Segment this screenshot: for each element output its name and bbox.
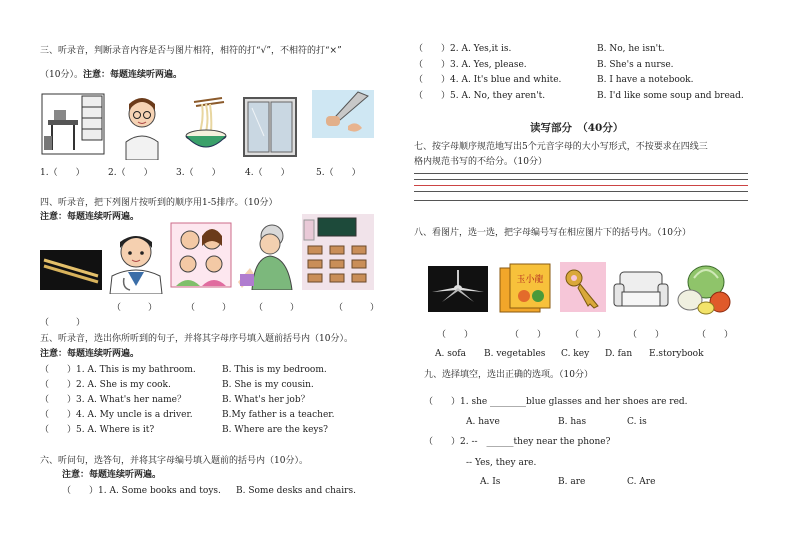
sec5-item-4: （ ）4. A. My uncle is a driver. xyxy=(40,410,193,420)
sec5-note: 注意：每题连续听两遍。 xyxy=(40,349,140,359)
writing-section-header: 读写部分 （40分） xyxy=(530,122,624,134)
sec6-item-5-b: B. I'd like some soup and bread. xyxy=(597,91,744,101)
sec8-option-a: A. sofa xyxy=(435,349,466,359)
sec5-item-2-b: B. She is my cousin. xyxy=(222,380,314,390)
sec8-blank-5: （ ） xyxy=(697,330,734,340)
family-picture xyxy=(170,222,232,288)
sec5-item-4-b: B.My father is a teacher. xyxy=(222,410,335,420)
sec5-item-5: （ ）5. A. Where is it? xyxy=(40,425,155,435)
sec8-option-c: C. key xyxy=(561,349,590,359)
doctor-picture xyxy=(104,226,168,294)
sec5-item-2: （ ）2. A. She is my cook. xyxy=(40,380,171,390)
sec4-blank-1: （ ） xyxy=(112,303,158,313)
sec9-q1: （ ）1. she ________blue glasses and her shoes are red. xyxy=(424,397,688,407)
sec4-note: 注意：每题连续听两遍。 xyxy=(40,212,140,222)
four-line-grid-4 xyxy=(414,191,748,192)
sec4-blank-4: （ ） xyxy=(334,303,380,313)
sec5-item-5-b: B. Where are the keys? xyxy=(222,425,328,435)
storybook-picture xyxy=(498,262,552,314)
sec3-label-4: 4.（ ） xyxy=(245,168,290,178)
sec8-option-e: E.storybook xyxy=(649,349,704,359)
sec8-option-d: D. fan xyxy=(605,349,633,359)
sec6-item-5: （ ）5. A. No, they aren't. xyxy=(414,91,546,101)
storybook-title: 玉小龍 xyxy=(516,275,544,285)
sec9-q1-opt-c: C. is xyxy=(627,417,647,427)
sec6-item-1-b: B. Some desks and chairs. xyxy=(236,486,356,496)
sec5-title: 五、听录音，选出你所听到的句子，并将其字母序号填入题前括号内（10分）。 xyxy=(40,334,353,344)
sec6-title: 六、听问句，选答句，并将其字母编号填入题前的括号内（10分）。 xyxy=(40,456,308,466)
sec3-title: 三、听录音，判断录音内容是否与图片相符，相符的打“√”，不相符的打“×” xyxy=(40,46,342,56)
vegetables-picture xyxy=(676,258,736,316)
sec8-option-b: B. vegetables xyxy=(484,349,546,359)
sofa-picture xyxy=(612,268,670,312)
sec6-item-4-b: B. I have a notebook. xyxy=(597,75,694,85)
sec4-blank-3: （ ） xyxy=(254,303,300,313)
sec8-title: 八、看图片，选一选，把字母编号写在相应图片下的括号内。（10分） xyxy=(414,228,691,238)
sec5-item-3: （ ）3. A. What's her name？ xyxy=(40,395,186,405)
sec9-q2-reply: -- Yes, they are. xyxy=(466,458,537,468)
four-line-grid-2 xyxy=(414,179,748,180)
sec6-item-1: （ ）1. A. Some books and toys. xyxy=(62,486,221,496)
sec8-blank-1: （ ） xyxy=(437,330,474,340)
sec9-title: 九、选择填空，选出正确的选项。（10分） xyxy=(424,370,593,380)
sec3-label-3: 3.（ ） xyxy=(176,168,221,178)
sec9-q1-opt-a: A. have xyxy=(466,417,500,427)
classroom-picture xyxy=(302,214,374,290)
study-room-picture xyxy=(40,92,106,156)
sec8-blank-2: （ ） xyxy=(510,330,547,340)
sec5-item-1: （ ）1. A. This is my bathroom. xyxy=(40,365,196,375)
sec9-q2-opt-a: A. Is xyxy=(480,477,501,487)
sec3-label-2: 2.（ ） xyxy=(108,168,153,178)
sec3-score-note xyxy=(40,70,182,81)
sec4-blank-5: （ ） xyxy=(40,318,86,328)
sec7-title: 七、按字母顺序规范地写出5个元音字母的大小写形式，不按要求在四线三 xyxy=(414,142,708,152)
sec4-blank-2: （ ） xyxy=(186,303,232,313)
grandma-picture xyxy=(236,218,300,290)
sec8-blank-3: （ ） xyxy=(570,330,607,340)
sec6-note: 注意：每题连续听两遍。 xyxy=(62,470,162,480)
key-picture xyxy=(560,262,606,312)
sec9-q1-opt-b: B. has xyxy=(558,417,587,427)
sec6-item-3-b: B. She's a nurse. xyxy=(597,60,674,70)
sec6-item-2: （ ）2. A. Yes,it is. xyxy=(414,44,512,54)
knife-picture xyxy=(312,90,374,138)
doctor-man-picture xyxy=(118,90,166,160)
sec3-label-5: 5.（ ） xyxy=(316,168,361,178)
noodles-picture xyxy=(184,96,230,156)
sec6-item-4: （ ）4. A. It's blue and white. xyxy=(414,75,562,85)
sec8-blank-4: （ ） xyxy=(628,330,665,340)
sec6-item-2-b: B. No, he isn't. xyxy=(597,44,665,54)
sec4-title: 四、听录音，把下列图片按听到的顺序用1-5排序。（10分） xyxy=(40,198,278,208)
four-line-grid-1 xyxy=(414,173,748,174)
sec9-q2: （ ）2. -- ______they near the phone? xyxy=(424,437,611,447)
sec3-score: （10分）。 xyxy=(40,70,83,80)
four-line-grid-3 xyxy=(414,185,748,186)
sec5-item-1-b: B. This is my bedroom. xyxy=(222,365,327,375)
four-line-grid-5 xyxy=(414,200,748,201)
sec7-title-2: 格内规范书写的不给分。（10分） xyxy=(414,157,547,167)
sec6-item-3: （ ）3. A. Yes, please. xyxy=(414,60,527,70)
chopsticks-picture xyxy=(40,250,102,290)
sec9-q2-opt-c: C. Are xyxy=(627,477,656,487)
sec3-label-1: 1.（ ） xyxy=(40,168,85,178)
ceiling-fan-picture xyxy=(428,266,488,312)
sec3-note: 注意：每题连续听两遍。 xyxy=(82,70,182,80)
sec5-item-3-b: B. What's her job？ xyxy=(222,395,310,405)
sec9-q2-opt-b: B. are xyxy=(558,477,586,487)
window-picture xyxy=(242,96,298,158)
